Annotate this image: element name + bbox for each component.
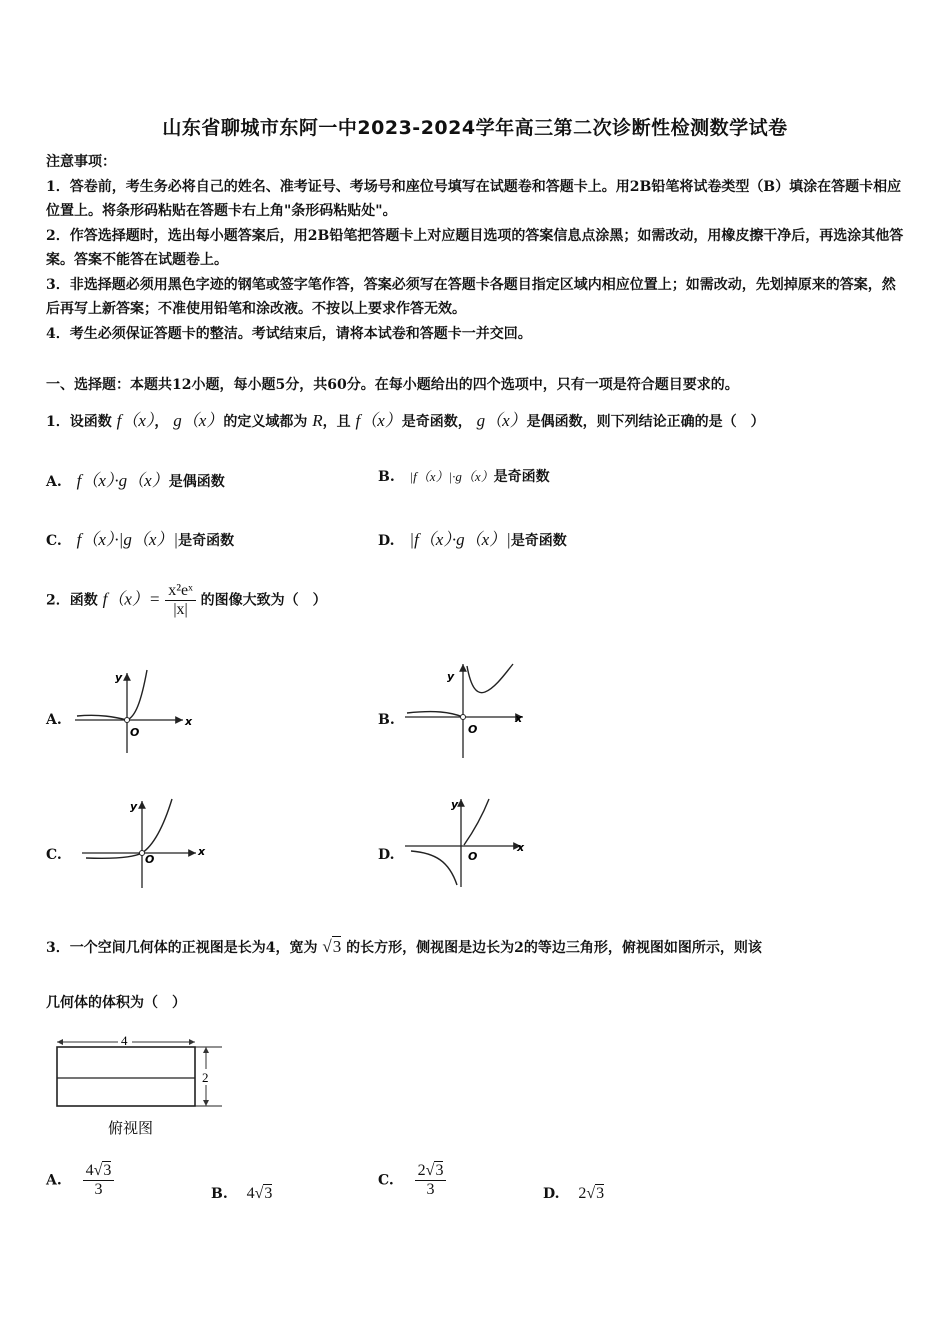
q1-option-d[interactable]	[378, 525, 567, 550]
hole-marker	[125, 718, 130, 723]
q3-text2: 的长方形，侧视图是边长为2的等边三角形，俯视图如图所示，则该	[346, 940, 762, 956]
q2-fraction	[165, 582, 196, 619]
q3-option-c[interactable]	[378, 1162, 446, 1199]
notice-item: 2．作答选择题时，选出每小题答案后，用2B铅笔把答题卡上对应题目选项的答案信息点涂黑；如需改动，用橡皮擦干净后，再选涂其他答案。答案不能答在试题卷上。	[46, 227, 904, 268]
notice-heading: 注意事项：	[46, 154, 116, 170]
radicand: 3	[435, 1162, 444, 1179]
coef: 2	[578, 1185, 587, 1202]
coef: 4	[85, 1162, 94, 1179]
dim-arrow	[203, 1100, 209, 1106]
hole-marker	[140, 851, 145, 856]
page-title: 山东省聊城市东阿一中2023-2024学年高三第二次诊断性检测数学试卷	[162, 117, 788, 139]
x-label: x	[515, 712, 523, 725]
option-expr: f（x）·g（x）	[76, 471, 169, 490]
q3-text: 3．一个空间几何体的正视图是长为4，宽为	[46, 940, 318, 956]
rectangle-outline	[57, 1047, 195, 1106]
origin-label: O	[468, 723, 478, 736]
q1-text2: 的定义域都为	[223, 414, 308, 430]
dim-arrow	[203, 1047, 209, 1053]
coef: 4	[246, 1185, 255, 1202]
origin-label: O	[130, 726, 140, 739]
denominator: 3	[94, 1181, 103, 1198]
q2-denominator: |x|	[173, 601, 188, 618]
q2-lhs: f（x）=	[102, 589, 161, 609]
option-label: A.	[46, 474, 62, 490]
notice-item: 3．非选择题必须用黑色字迹的钢笔或签字笔作答，答案必须写在答题卡各题目指定区域内相应位置上；如需改动，先划掉原来的答案，然后再写上新答案；不准使用铅笔和涂改液。不按以上要求作答无效。	[46, 276, 896, 317]
q1-f2: f（x）	[355, 411, 402, 430]
q1-g2: g（x）	[476, 411, 527, 430]
curve-left	[407, 712, 463, 717]
q2-option-d[interactable]: D.	[378, 847, 395, 863]
q1-R: R	[312, 411, 323, 430]
option-label: D.	[378, 533, 395, 549]
y-label: y	[115, 671, 123, 684]
q2-option-a[interactable]: A.	[46, 712, 62, 728]
hole-marker	[461, 715, 466, 720]
q1-g: g（x）	[173, 411, 224, 430]
curve-right	[464, 799, 489, 845]
y-label: y	[447, 670, 455, 683]
origin-label: O	[145, 853, 155, 866]
option-text: 是奇函数	[510, 533, 567, 549]
dim-arrow	[189, 1039, 195, 1045]
radicand: 3	[596, 1185, 605, 1202]
option-expr: |f（x）·g（x）|	[409, 530, 511, 549]
q1-option-c[interactable]	[46, 525, 234, 550]
top-view-figure	[50, 1025, 230, 1145]
option-expr: |f（x）|·g（x）	[409, 469, 494, 484]
q1-option-b[interactable]	[378, 466, 550, 486]
y-label: y	[451, 798, 459, 811]
q2-numerator: x²eˣ	[165, 582, 196, 601]
y-label: y	[130, 800, 138, 813]
dim-arrow	[57, 1039, 63, 1045]
q1-text: 1．设函数	[46, 414, 112, 430]
x-label: x	[198, 845, 206, 858]
question-2	[46, 582, 327, 619]
section-heading: 一、选择题：本题共12小题，每小题5分，共60分。在每小题给出的四个选项中，只有一项是符合题目要求的。	[46, 377, 739, 393]
curve	[86, 799, 172, 858]
option-label: C.	[46, 533, 62, 549]
q3-option-a[interactable]	[46, 1162, 114, 1199]
q3-sqrt: 3	[332, 937, 342, 956]
x-label: x	[185, 715, 193, 728]
height-label: 2	[202, 1070, 209, 1085]
q2-option-b[interactable]: B.	[378, 712, 395, 728]
question-3: 3．一个空间几何体的正视图是长为4，宽为 √3 的长方形，侧视图是边长为2的等边三角形，俯视图如图所示，则该	[46, 937, 762, 956]
option-expr: f（x）·|g（x）|	[76, 530, 179, 549]
option-text: 是偶函数	[168, 474, 225, 490]
curve-left	[411, 851, 457, 885]
option-label: C.	[378, 1172, 394, 1189]
question-3-cont: 几何体的体积为（ ）	[46, 995, 186, 1011]
graph-c	[82, 795, 207, 890]
q3-option-d[interactable]: D. 2√3	[543, 1185, 605, 1202]
radicand: 3	[103, 1162, 112, 1179]
figure-caption: 俯视图	[108, 1119, 154, 1137]
curve-right	[467, 664, 513, 693]
notice-block	[46, 150, 906, 346]
q1-comma: ，	[154, 414, 169, 430]
question-1	[46, 406, 765, 431]
q3-option-b[interactable]: B. 4√3	[211, 1185, 273, 1202]
graph-a	[75, 665, 195, 755]
option-text: 是奇函数	[493, 469, 550, 485]
notice-item: 4．考生必须保证答题卡的整洁。考试结束后，请将本试卷和答题卡一并交回。	[46, 325, 532, 342]
q1-f: f（x）	[116, 411, 155, 430]
radicand: 3	[264, 1185, 273, 1202]
origin-label: O	[468, 850, 478, 863]
width-label: 4	[121, 1033, 128, 1048]
q1-text5: 是偶函数，则下列结论正确的是（ ）	[526, 414, 765, 430]
graph-d	[405, 795, 530, 890]
curve	[77, 670, 147, 720]
option-fraction: $\frac{4√3}{3}$	[83, 1162, 115, 1199]
option-label: A.	[46, 1172, 62, 1189]
x-label: x	[517, 841, 525, 854]
graph-b	[405, 660, 525, 760]
q1-option-a[interactable]	[46, 466, 225, 491]
option-fraction: $\frac{2√3}{3}$	[415, 1162, 447, 1199]
denominator: 3	[426, 1181, 435, 1198]
q2-text: 2．函数	[46, 592, 98, 609]
option-text: 是奇函数	[178, 533, 235, 549]
coef: 2	[417, 1162, 426, 1179]
option-label: B.	[211, 1186, 228, 1202]
q1-text4: 是奇函数，	[401, 414, 472, 430]
option-label: B.	[378, 469, 395, 485]
option-label: D.	[543, 1186, 560, 1202]
q1-text3: ，且	[322, 414, 351, 430]
q2-option-c[interactable]: C.	[46, 847, 62, 863]
notice-item: 1．答卷前，考生务必将自己的姓名、准考证号、考场号和座位号填写在试题卷和答题卡上。用2B铅笔将试卷类型（B）填涂在答题卡相应位置上。将条形码粘贴在答题卡右上角"条形码粘贴处"。	[46, 178, 902, 219]
q2-text2: 的图像大致为（ ）	[200, 592, 327, 609]
